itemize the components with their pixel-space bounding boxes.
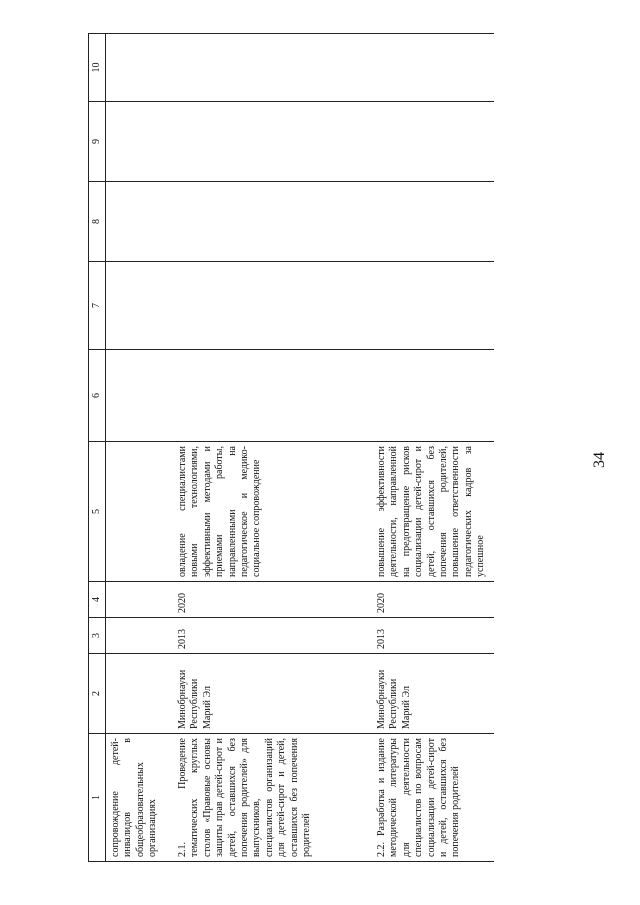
activity-name-cell: 2.1. Проведение тематических круглых столов «Правовые основы защиты прав детей-сирот и детей, оставшихся без попечения родителей» для выпускников, специалистов организаций для детей-сирот и детей, оставшихся без попечения родителей: [174, 734, 373, 862]
empty-cell-6: [174, 350, 373, 442]
column-header-9: 9: [89, 102, 106, 182]
executor-cell: [106, 654, 175, 734]
column-header-1: 1: [89, 734, 106, 862]
expected-result-cell: повышение эффективности деятельности, направленной на предотвращение рисков социализации детей-сирот и детей, оставшихся без попечения родителей, повышение ответственности педагогических кадров за успешное: [373, 442, 494, 582]
expected-result-cell: овладение специалистами новыми технологиями, эффективными методами и приемами работы, направленными на педагогическое и медико-социальное сопровождение: [174, 442, 373, 582]
program-activities-table: [88, 33, 494, 862]
end-year-cell: [106, 582, 175, 618]
end-year-cell: 2020: [373, 582, 494, 618]
column-header-2: 2: [89, 654, 106, 734]
empty-cell-7: [174, 262, 373, 350]
empty-cell-6: [373, 350, 494, 442]
empty-cell-7: [373, 262, 494, 350]
empty-cell-10: [373, 34, 494, 102]
column-header-4: 4: [89, 582, 106, 618]
empty-cell-8: [373, 182, 494, 262]
empty-cell-10: [106, 34, 175, 102]
empty-cell-9: [106, 102, 175, 182]
rotated-table-wrapper: [88, 34, 558, 862]
column-number-header-row: [89, 34, 106, 862]
empty-cell-6: [106, 350, 175, 442]
empty-cell-7: [106, 262, 175, 350]
executor-cell: Минобрнауки Республики Марий Эл: [373, 654, 494, 734]
empty-cell-8: [174, 182, 373, 262]
empty-cell-10: [174, 34, 373, 102]
start-year-cell: [106, 618, 175, 654]
column-header-8: 8: [89, 182, 106, 262]
empty-cell-9: [373, 102, 494, 182]
start-year-cell: 2013: [174, 618, 373, 654]
start-year-cell: 2013: [373, 618, 494, 654]
end-year-cell: 2020: [174, 582, 373, 618]
empty-cell-8: [106, 182, 175, 262]
expected-result-cell: [106, 442, 175, 582]
page-number: 34: [591, 452, 608, 468]
table-row: [106, 34, 175, 862]
empty-cell-9: [174, 102, 373, 182]
executor-cell: Минобрнауки Республики Марий Эл: [174, 654, 373, 734]
table-row: [373, 34, 494, 862]
activity-name-cell: сопровождение детей-инвалидов в общеобразовательных организациях: [106, 734, 175, 862]
column-header-3: 3: [89, 618, 106, 654]
activity-name-cell: 2.2. Разработка и издание методической литературы для деятельности специалистов по вопросам социализации детей-сирот и детей, оставшихся без попечения родителей: [373, 734, 494, 862]
column-header-6: 6: [89, 350, 106, 442]
column-header-7: 7: [89, 262, 106, 350]
column-header-10: 10: [89, 34, 106, 102]
column-header-5: 5: [89, 442, 106, 582]
table-row: [174, 34, 373, 862]
